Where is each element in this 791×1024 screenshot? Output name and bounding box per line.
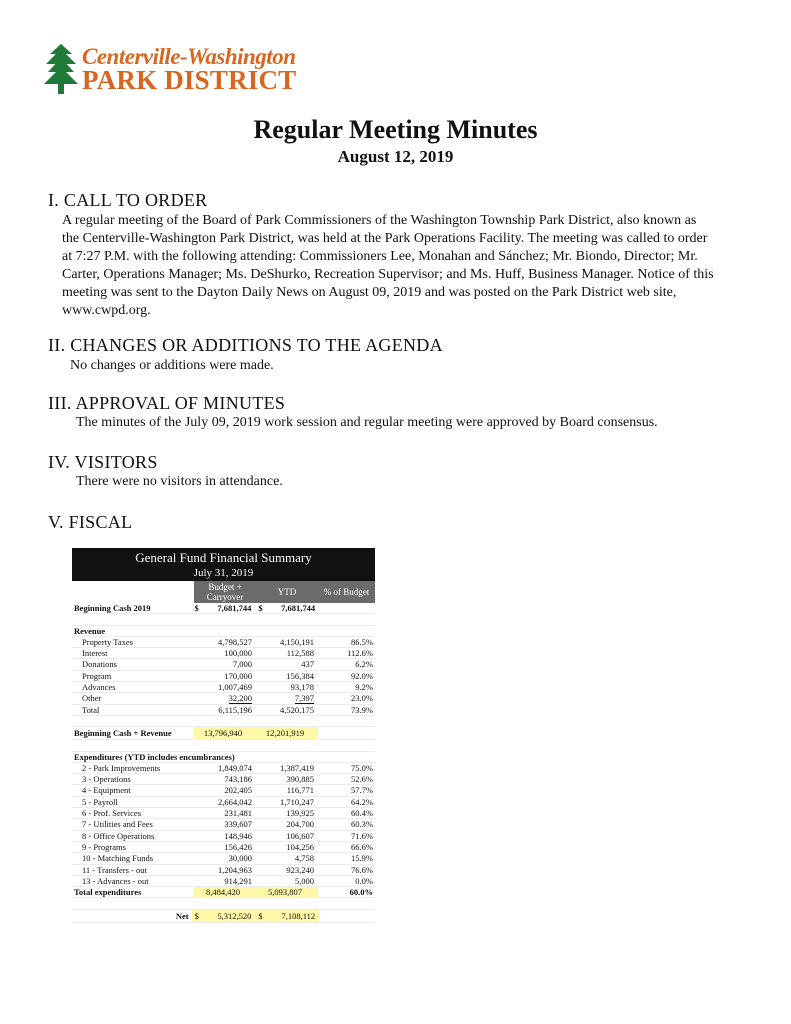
table-row-spacer — [72, 898, 375, 909]
ytd-value: 5,093,807 — [256, 887, 318, 897]
pct-value: 52.6% — [351, 774, 373, 785]
ytd-value: 390,885 — [286, 774, 314, 785]
budget-value: 8,484,420 — [194, 887, 256, 897]
row-label: Beginning Cash 2019 — [74, 603, 151, 613]
pct-cell — [319, 910, 375, 922]
paragraph-line: www.cwpd.org. — [62, 303, 151, 318]
table-row — [72, 876, 375, 887]
table-title: General Fund Financial Summary — [72, 548, 375, 567]
budget-value: 743,186 — [224, 774, 252, 785]
section-heading-fiscal: V. FISCAL — [48, 512, 133, 532]
table-row-beginning-cash — [72, 603, 375, 614]
document-title: Regular Meeting Minutes — [253, 115, 538, 144]
ytd-value — [256, 693, 318, 703]
budget-value: 7,000 — [232, 659, 252, 670]
tree-icon — [44, 44, 78, 94]
table-row — [72, 705, 375, 716]
table-row — [72, 648, 375, 659]
pct-value: 57.7% — [351, 785, 373, 796]
ytd-value: 4,758 — [294, 853, 314, 864]
ytd-value: 437 — [301, 659, 314, 670]
row-label: 11 - Transfers - out — [82, 864, 147, 875]
ytd-value: 4,520,175 — [280, 704, 314, 715]
budget-value: 148,946 — [224, 830, 252, 841]
table-row — [72, 865, 375, 876]
currency-sign: $ — [258, 603, 263, 613]
table-row — [72, 763, 375, 774]
budget-value: 5,312,520 — [217, 910, 252, 921]
budget-value — [194, 693, 256, 703]
row-label: 13 - Advances - out — [82, 875, 149, 886]
table-row-expenditures-heading — [72, 752, 375, 763]
row-label: Revenue — [74, 625, 106, 636]
table-row — [72, 853, 375, 864]
ytd-value: 923,240 — [286, 864, 314, 875]
row-label: Beginning Cash + Revenue — [74, 728, 172, 739]
budget-value: 170,000 — [224, 670, 252, 681]
pct-value: 66.6% — [351, 841, 373, 852]
logo-line-2: PARK DISTRICT — [82, 65, 297, 95]
row-label: 2 - Park Improvements — [82, 762, 161, 773]
pct-value: 9.2% — [355, 682, 373, 693]
table-row-beginning-plus-revenue — [72, 727, 375, 740]
budget-value: 6,115,196 — [218, 704, 252, 715]
ytd-value: 12,201,919 — [256, 727, 318, 739]
column-header-pct: % of Budget — [323, 587, 370, 597]
table-row-revenue-heading — [72, 626, 375, 637]
ytd-value: 104,256 — [286, 841, 314, 852]
budget-value: 30,000 — [228, 853, 252, 864]
general-fund-financial-summary-table — [72, 548, 375, 923]
budget-value: 202,405 — [224, 785, 252, 796]
pct-cell — [318, 727, 375, 739]
row-label: Expenditures (YTD includes encumbrances) — [74, 751, 235, 762]
ytd-value: 112,588 — [286, 648, 314, 659]
pct-value: 60.0% — [349, 887, 373, 898]
row-label: Total expenditures — [74, 887, 142, 898]
table-row — [72, 785, 375, 796]
budget-value: 1,007,469 — [218, 682, 252, 693]
budget-value: 156,426 — [224, 841, 252, 852]
ytd-value: 139,925 — [286, 808, 314, 819]
table-row — [72, 842, 375, 853]
budget-cell — [192, 910, 256, 922]
pct-value: 75.0% — [351, 762, 373, 773]
budget-value: 100,000 — [224, 648, 252, 659]
park-district-logo — [44, 44, 314, 96]
pct-value: 6.2% — [355, 659, 373, 670]
ytd-value-text: 7,397 — [294, 693, 314, 704]
section-heading-changes: II. CHANGES OR ADDITIONS TO THE AGENDA — [48, 335, 443, 355]
ytd-value: 93,178 — [290, 682, 314, 693]
table-row-total-expenditures — [72, 887, 375, 898]
row-label: 8 - Office Operations — [82, 830, 155, 841]
row-label: 7 - Utilities and Fees — [82, 819, 153, 830]
ytd-value: 7,108,112 — [281, 910, 316, 921]
ytd-value: 1,387,419 — [280, 762, 314, 773]
row-label: Program — [82, 670, 112, 681]
row-label: 10 - Matching Funds — [82, 853, 154, 864]
row-label: 3 - Operations — [82, 774, 131, 785]
row-label: 5 - Payroll — [82, 796, 118, 807]
budget-value: 4,798,527 — [218, 636, 252, 647]
revenue-rows — [72, 637, 375, 716]
document-date: August 12, 2019 — [337, 147, 454, 166]
pct-value: 64.2% — [351, 796, 373, 807]
currency-sign: $ — [258, 910, 263, 921]
table-row-spacer — [72, 740, 375, 751]
table-row — [72, 659, 375, 670]
table-row — [72, 797, 375, 808]
ytd-value: 156,384 — [286, 670, 314, 681]
ytd-value: 116,771 — [286, 785, 314, 796]
column-header-ytd: YTD — [277, 587, 297, 597]
pct-value: 0.0% — [355, 875, 373, 886]
table-row-spacer — [72, 716, 375, 727]
table-row — [72, 693, 375, 704]
budget-value: 339,607 — [224, 819, 252, 830]
ytd-value: 5,000 — [294, 875, 314, 886]
paragraph-line: Carter, Operations Manager; Ms. DeShurko, Recreation Supervisor; and Ms. Huff, Business Manager. Notice of this — [62, 267, 714, 282]
section-heading-visitors: IV. VISITORS — [48, 452, 158, 472]
row-label: 4 - Equipment — [82, 785, 131, 796]
paragraph-line: A regular meeting of the Board of Park Commissioners of the Washington Township Park District, also known as — [62, 213, 697, 228]
section-heading-approval: III. APPROVAL OF MINUTES — [48, 393, 286, 413]
logo-line-1: Centerville-Washington — [82, 44, 296, 69]
row-label: Other — [82, 693, 102, 704]
ytd-cell — [255, 603, 319, 613]
budget-cell — [192, 603, 256, 613]
table-column-headers — [72, 581, 375, 603]
table-subtitle: July 31, 2019 — [72, 567, 375, 581]
row-label: Advances — [82, 682, 116, 693]
budget-value: 914,291 — [224, 875, 252, 886]
paragraph-line: at 7:27 P.M. with the following attending: Commissioners Lee, Monahan and Sánchez; Mr. Biondo, Director; Mr. — [62, 249, 698, 264]
budget-value: 13,796,940 — [194, 727, 256, 739]
row-label: 9 - Programs — [82, 841, 126, 852]
ytd-value: 1,710,247 — [280, 796, 314, 807]
table-row — [72, 831, 375, 842]
budget-value: 2,664,042 — [218, 796, 252, 807]
approval-text: The minutes of the July 09, 2019 work session and regular meeting were approved by Board consensus. — [76, 415, 658, 430]
ytd-value: 7,681,744 — [281, 603, 316, 613]
pct-value: 86.5% — [351, 636, 373, 647]
budget-value: 231,481 — [224, 808, 252, 819]
call-to-order-paragraph — [62, 212, 782, 320]
ytd-value: 204,700 — [286, 819, 314, 830]
visitors-text: There were no visitors in attendance. — [76, 474, 283, 489]
budget-value: 1,849,074 — [218, 762, 252, 773]
pct-value: 60.3% — [351, 819, 373, 830]
table-row — [72, 671, 375, 682]
row-label: Donations — [82, 659, 117, 670]
ytd-cell — [255, 910, 319, 922]
row-label: Interest — [82, 648, 108, 659]
ytd-value: 4,150,191 — [280, 636, 314, 647]
pct-value: 76.6% — [351, 864, 373, 875]
row-label: Net — [175, 910, 189, 921]
ytd-value: 106,607 — [286, 830, 314, 841]
pct-value: 71.6% — [351, 830, 373, 841]
pct-value: 60.4% — [351, 808, 373, 819]
budget-value-text: 32,200 — [228, 693, 252, 704]
pct-value: 92.0% — [351, 670, 373, 681]
table-row — [72, 682, 375, 693]
row-label: 6 - Prof. Services — [82, 808, 142, 819]
table-row — [72, 637, 375, 648]
table-row-spacer — [72, 614, 375, 625]
pct-value: 73.9% — [351, 704, 373, 715]
paragraph-line: the Centerville-Washington Park District, was held at the Park Operations Facility. The meeting was called to order — [62, 231, 708, 246]
pct-value: 23.0% — [351, 693, 373, 704]
section-heading-call-to-order: I. CALL TO ORDER — [48, 190, 208, 210]
pct-value: 15.9% — [351, 853, 373, 864]
expenditure-rows — [72, 763, 375, 887]
paragraph-line: meeting was sent to the Dayton Daily News on August 09, 2019 and was posted on the Park District web site, — [62, 285, 677, 300]
table-row — [72, 774, 375, 785]
row-label: Total — [82, 704, 100, 715]
changes-text: No changes or additions were made. — [70, 358, 274, 373]
budget-value: 7,681,744 — [217, 603, 252, 613]
pct-value: 112.6% — [347, 648, 373, 659]
currency-sign: $ — [194, 603, 199, 613]
column-header-budget: Budget + Carryover — [206, 582, 244, 602]
currency-sign: $ — [194, 910, 199, 921]
row-label: Property Taxes — [82, 636, 133, 647]
pct-cell — [319, 603, 375, 613]
table-row — [72, 819, 375, 830]
table-row — [72, 808, 375, 819]
table-row-net — [72, 910, 375, 923]
budget-value: 1,204,963 — [218, 864, 252, 875]
